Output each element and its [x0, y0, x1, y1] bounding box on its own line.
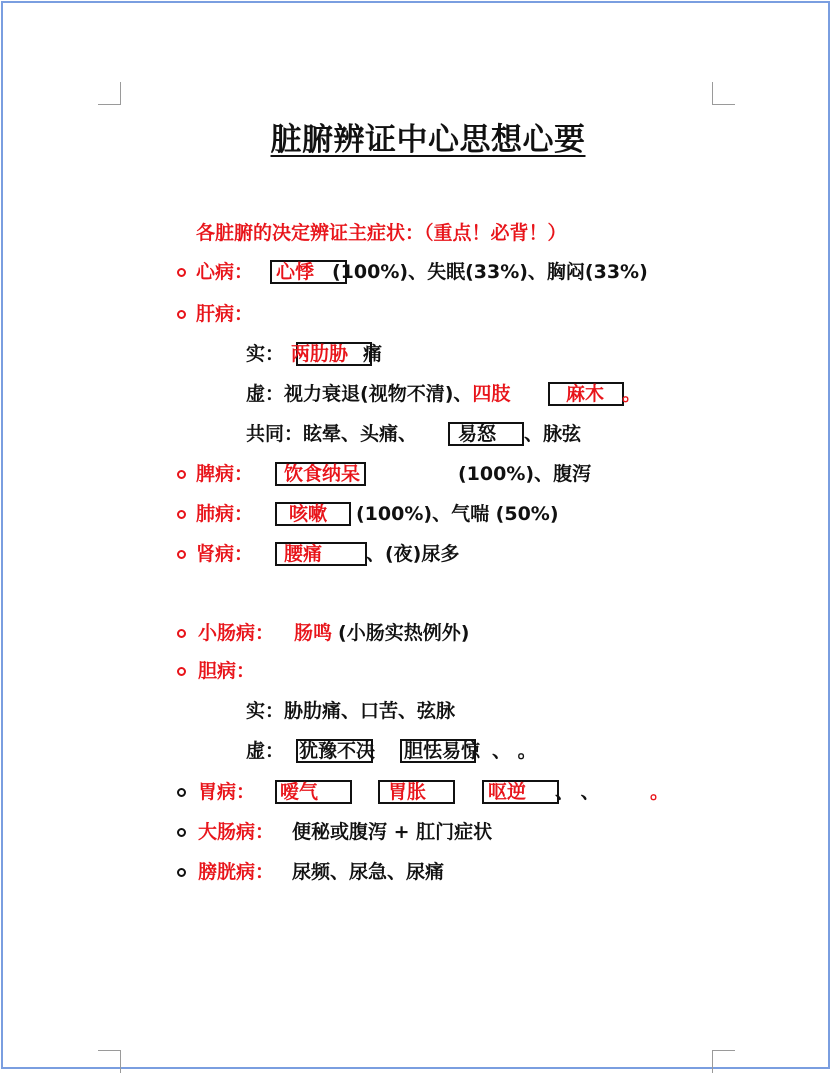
stomach-label: 胃病：	[198, 781, 256, 803]
spleen-label: 脾病：	[196, 463, 254, 485]
gallbladder-excess-text: 胁肋痛、口苦、弦脉	[284, 700, 456, 722]
kidney-rest: 、(夜)尿多	[366, 543, 460, 565]
liver-common-text: 眩晕、头痛、	[303, 423, 418, 445]
liver-excess-label: 实：	[246, 343, 285, 365]
crop-mark-top-left	[98, 82, 121, 105]
intro-heading: 各脏腑的决定辨证主症状：（重点！必背！）	[196, 222, 567, 244]
bladder-text: 尿频、尿急、尿痛	[292, 861, 445, 883]
page-border	[1, 1, 830, 1069]
spleen-rest: (100%)、腹泻	[458, 463, 592, 485]
liver-def-key: 麻木	[566, 383, 605, 405]
heart-label: 心病：	[196, 261, 254, 283]
gallbladder-excess-row	[246, 698, 455, 724]
stomach-key2: 胃胀	[388, 781, 427, 803]
stomach-sep: 、 、	[555, 781, 600, 803]
bullet-icon	[177, 470, 186, 479]
heart-row	[196, 259, 253, 285]
lung-rest: (100%)、气喘 (50%)	[356, 503, 559, 525]
liver-common-rest: 、脉弦	[524, 423, 582, 445]
liver-def-text: 视力衰退(视物不清)、	[284, 383, 473, 405]
large-intestine-text: 便秘或腹泻 + 肛门症状	[292, 821, 493, 843]
liver-common-row	[246, 421, 417, 447]
page-title: 脏腑辨证中心思想心要	[270, 122, 586, 158]
liver-def-end: 。	[622, 383, 642, 405]
gallbladder-def-label: 虚：	[246, 740, 285, 762]
small-intestine-row	[198, 620, 469, 646]
bladder-row	[198, 859, 444, 885]
lung-label: 肺病：	[196, 503, 254, 525]
gallbladder-key1: 犹豫不决	[299, 740, 376, 762]
bullet-icon	[177, 510, 186, 519]
bullet-icon	[177, 629, 186, 638]
stomach-key1: 嗳气	[280, 781, 319, 803]
heart-rest: (100%)、失眠(33%)、胸闷(33%)	[332, 261, 648, 283]
bullet-icon	[177, 828, 186, 837]
liver-def-row	[246, 381, 510, 407]
small-intestine-key: 肠鸣	[294, 622, 333, 644]
liver-common-key: 易怒	[458, 423, 497, 445]
crop-mark-bottom-right	[712, 1050, 735, 1073]
large-intestine-row	[198, 819, 492, 845]
bullet-icon	[177, 268, 186, 277]
bullet-icon	[177, 788, 186, 797]
gallbladder-excess-label: 实：	[246, 700, 285, 722]
crop-mark-top-right	[712, 82, 735, 105]
large-intestine-label: 大肠病：	[198, 821, 275, 843]
lung-key: 咳嗽	[289, 503, 328, 525]
crop-mark-bottom-left	[98, 1050, 121, 1073]
gallbladder-key2: 胆怯易惊	[404, 740, 481, 762]
liver-excess-rest: 痛	[363, 343, 383, 365]
bullet-icon	[177, 868, 186, 877]
bullet-icon	[177, 550, 186, 559]
stomach-end: 。	[650, 781, 670, 803]
small-intestine-rest: (小肠实热例外)	[338, 622, 470, 644]
bladder-label: 膀胱病：	[198, 861, 275, 883]
gallbladder-def-rest: 、 。	[492, 740, 537, 762]
kidney-label: 肾病：	[196, 543, 254, 565]
kidney-key: 腰痛	[284, 543, 323, 565]
bullet-icon	[177, 667, 186, 676]
liver-common-label: 共同：	[246, 423, 304, 445]
liver-def-label: 虚：	[246, 383, 285, 405]
liver-def-limbs: 四肢	[472, 383, 511, 405]
spleen-key: 饮食纳呆	[284, 463, 361, 485]
small-intestine-label: 小肠病：	[198, 622, 275, 644]
liver-label: 肝病：	[196, 303, 254, 325]
stomach-key3: 呕逆	[488, 781, 527, 803]
heart-key: 心悸	[276, 261, 315, 283]
bullet-icon	[177, 310, 186, 319]
liver-excess-key: 两肋胁	[291, 343, 349, 365]
gallbladder-label: 胆病：	[198, 660, 256, 682]
